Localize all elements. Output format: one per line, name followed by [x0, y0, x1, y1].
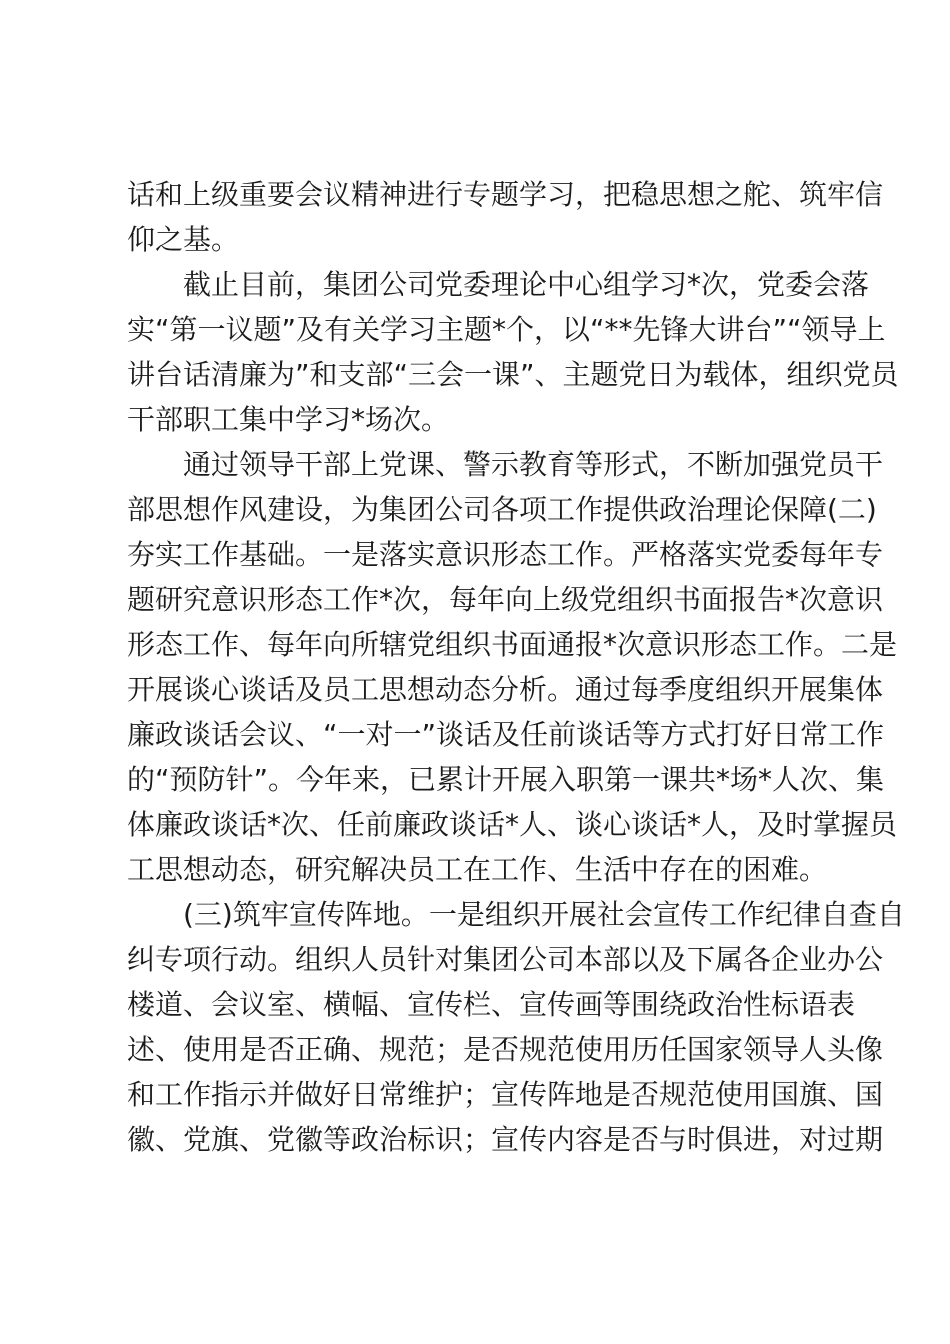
text-line: 工思想动态，研究解决员工在工作、生活中存在的困难。 — [127, 853, 828, 886]
text-line: 讲台话清廉为”和支部“三会一课”、主题党日为载体，组织党员 — [127, 358, 899, 391]
text-line: 的“预防针”。今年来，已累计开展入职第一课共*场*人次、集 — [127, 763, 885, 796]
text-line: 楼道、会议室、横幅、宣传栏、宣传画等围绕政治性标语表 — [127, 988, 856, 1021]
text-line: 纠专项行动。组织人员针对集团公司本部以及下属各企业办公 — [127, 943, 884, 976]
text-line: 形态工作、每年向所辖党组织书面通报*次意识形态工作。二是 — [127, 628, 898, 661]
text-line: 实“第一议题”及有关学习主题*个，以“**先锋大讲台”“领导上 — [127, 313, 886, 346]
text-line: 和工作指示并做好日常维护；宣传阵地是否规范使用国旗、国 — [127, 1078, 884, 1111]
text-line: 述、使用是否正确、规范；是否规范使用历任国家领导人头像 — [127, 1033, 884, 1066]
text-line: 干部职工集中学习*场次。 — [127, 403, 450, 436]
text-line: 夯实工作基础。一是落实意识形态工作。严格落实党委每年专 — [127, 538, 884, 571]
text-line: 截止目前，集团公司党委理论中心组学习*次，党委会落 — [127, 268, 870, 301]
text-line: 体廉政谈话*次、任前廉政谈话*人、谈心谈话*人，及时掌握员 — [127, 808, 898, 841]
text-line: 部思想作风建设，为集团公司各项工作提供政治理论保障(二) — [127, 493, 877, 526]
text-line: 仰之基。 — [127, 223, 240, 256]
text-line: 通过领导干部上党课、警示教育等形式，不断加强党员干 — [127, 448, 884, 481]
paragraph — [127, 892, 905, 1162]
document-body — [127, 172, 905, 1162]
text-line: 开展谈心谈话及员工思想动态分析。通过每季度组织开展集体 — [127, 673, 884, 706]
text-line: 廉政谈话会议、“一对一”谈话及任前谈话等方式打好日常工作 — [127, 718, 885, 751]
text-line: 徽、党旗、党徽等政治标识；宣传内容是否与时俱进，对过期 — [127, 1123, 884, 1156]
paragraph — [127, 442, 898, 892]
text-line: 题研究意识形态工作*次，每年向上级党组织书面报告*次意识 — [127, 583, 884, 616]
text-line: 话和上级重要会议精神进行专题学习，把稳思想之舵、筑牢信 — [127, 178, 884, 211]
paragraph — [127, 262, 899, 442]
paragraph — [127, 172, 884, 262]
text-line: (三)筑牢宣传阵地。一是组织开展社会宣传工作纪律自查自 — [127, 898, 905, 931]
